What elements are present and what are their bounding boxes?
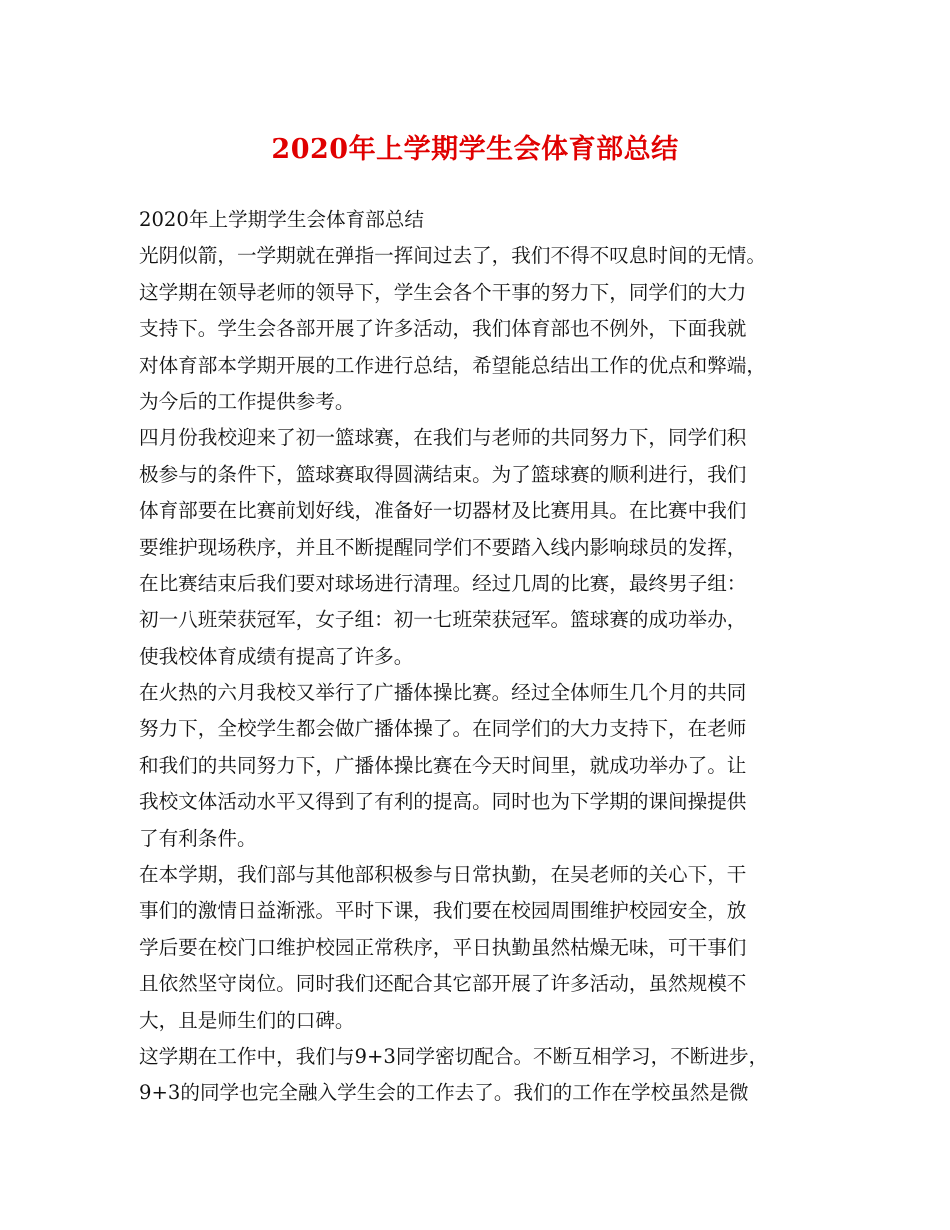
body-line: 我校文体活动水平又得到了有利的提高。同时也为下学期的课间操提供 [139,790,747,814]
document-title: 2020年上学期学生会体育部总结 [271,134,679,165]
body-line: 支持下。学生会各部开展了许多活动，我们体育部也不例外，下面我就 [139,317,747,341]
body-line: 初一八班荣获冠军，女子组：初一七班荣获冠军。篮球赛的成功举办， [139,608,747,632]
body-line: 努力下，全校学生都会做广播体操了。在同学们的大力支持下，在老师 [139,717,747,741]
body-line: 和我们的共同努力下，广播体操比赛在今天时间里，就成功举办了。让 [139,753,747,777]
document-body [139,202,839,1112]
body-line: 且依然坚守岗位。同时我们还配合其它部开展了许多活动，虽然规模不 [139,972,747,996]
body-line: 这学期在领导老师的领导下，学生会各个干事的努力下，同学们的大力 [139,280,747,304]
body-line: 2020年上学期学生会体育部总结 [139,208,424,231]
body-line: 极参与的条件下，篮球赛取得圆满结束。为了篮球赛的顺利进行，我们 [139,462,747,486]
body-line: 事们的激情日益渐涨。平时下课，我们要在校园周围维护校园安全，放 [139,899,747,923]
body-line: 光阴似箭，一学期就在弹指一挥间过去了，我们不得不叹息时间的无情。 [139,244,766,268]
body-line: 了有利条件。 [139,826,257,850]
body-line: 使我校体育成绩有提高了许多。 [139,644,414,668]
body-line: 体育部要在比赛前划好线，准备好一切器材及比赛用具。在比赛中我们 [139,499,747,523]
body-line: 这学期在工作中，我们与9+3同学密切配合。不断互相学习，不断进步， [139,1044,769,1068]
body-line: 学后要在校门口维护校园正常秩序，平日执勤虽然枯燥无味，可干事们 [139,935,747,959]
body-line: 对体育部本学期开展的工作进行总结，希望能总结出工作的优点和弊端， [139,353,766,377]
body-line: 在比赛结束后我们要对球场进行清理。经过几周的比赛，最终男子组： [139,571,747,595]
body-line: 四月份我校迎来了初一篮球赛，在我们与老师的共同努力下，同学们积 [139,426,747,450]
body-line: 大，且是师生们的口碑。 [139,1008,355,1032]
body-line: 要维护现场秩序，并且不断提醒同学们不要踏入线内影响球员的发挥， [139,535,747,559]
body-line: 为今后的工作提供参考。 [139,389,355,413]
body-line: 在本学期，我们部与其他部积极参与日常执勤，在吴老师的关心下，干 [139,863,747,887]
body-line: 9+3的同学也完全融入学生会的工作去了。我们的工作在学校虽然是微 [139,1081,749,1105]
body-line: 在火热的六月我校又举行了广播体操比赛。经过全体师生几个月的共同 [139,681,747,705]
